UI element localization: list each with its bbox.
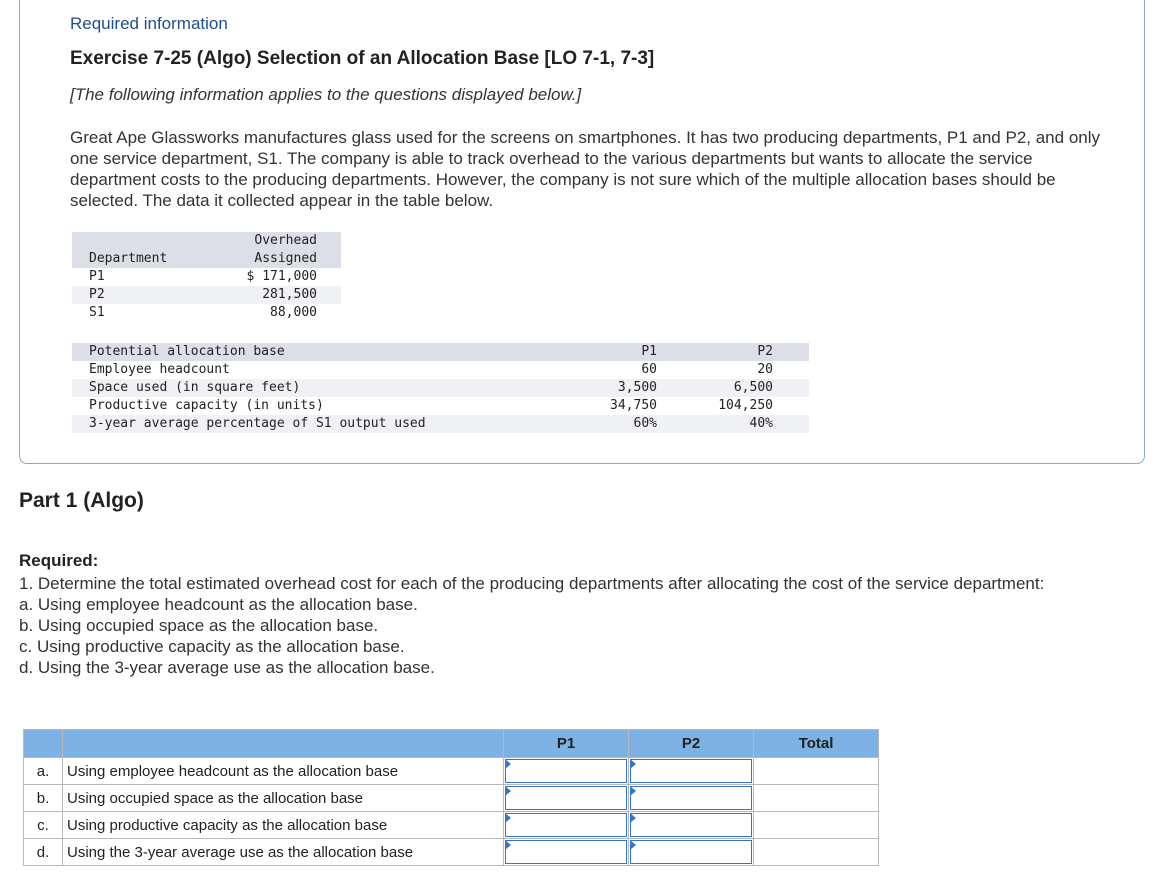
input-marker-icon xyxy=(630,813,636,823)
applies-note: [The following information applies to the questions displayed below.] xyxy=(70,85,582,104)
overhead-header-line1: Overhead xyxy=(254,233,317,248)
overhead-table xyxy=(72,232,341,322)
required-label: Required: xyxy=(19,551,99,570)
answer-row xyxy=(24,812,879,839)
answer-row xyxy=(24,758,879,785)
intro-paragraph: Great Ape Glassworks manufactures glass used for the screens on smartphones. It has two producing departments, P1 and P2, and only one service department, S1. The company is able to track overhead to the various departments but wants to allocate the service department costs to the producing departments. However, the company is not sure which of the multiple allocation bases should be selected. The data it collected appear in the table below. xyxy=(70,128,1101,210)
p2-input-c[interactable] xyxy=(630,813,752,837)
p1-input-b[interactable] xyxy=(505,786,627,810)
allocation-base-header: Potential allocation base xyxy=(89,344,285,359)
exercise-title: Exercise 7-25 (Algo) Selection of an Allocation Base [LO 7-1, 7-3] xyxy=(70,48,655,69)
total-cell-c xyxy=(754,812,879,839)
answer-row xyxy=(24,839,879,866)
overhead-header-row-2 xyxy=(72,250,341,268)
allocation-base-label: Space used (in square feet) xyxy=(89,380,301,395)
answer-p2-cell xyxy=(629,785,754,812)
overhead-header-row-1 xyxy=(72,232,341,250)
allocation-row xyxy=(72,379,809,397)
allocation-base-label: 3-year average percentage of S1 output used xyxy=(89,416,426,431)
p1-input-d[interactable] xyxy=(505,840,627,864)
p2-input-a[interactable] xyxy=(630,759,752,783)
total-cell-b xyxy=(754,785,879,812)
answer-p1-cell xyxy=(504,812,629,839)
answer-letter: a. xyxy=(24,758,63,785)
department-header: Department xyxy=(89,251,168,266)
answer-p2-cell xyxy=(629,812,754,839)
allocation-header-row xyxy=(72,343,809,361)
required-line: c. Using productive capacity as the allocation base. xyxy=(19,637,405,656)
allocation-p1-header: P1 xyxy=(641,344,657,359)
input-marker-icon xyxy=(505,813,511,823)
answer-label: Using the 3-year average use as the allocation base xyxy=(63,839,504,866)
allocation-p2-value: 104,250 xyxy=(718,398,773,413)
required-text xyxy=(19,573,1119,678)
answer-p1-cell xyxy=(504,758,629,785)
input-marker-icon xyxy=(505,759,511,769)
overhead-dept: P1 xyxy=(89,269,105,284)
answer-table xyxy=(23,729,879,866)
allocation-p1-value: 60% xyxy=(633,416,657,431)
total-cell-a xyxy=(754,758,879,785)
answer-p2-cell xyxy=(629,758,754,785)
allocation-base-table xyxy=(72,343,809,433)
p2-input-b[interactable] xyxy=(630,786,752,810)
allocation-p2-value: 6,500 xyxy=(733,380,773,395)
input-marker-icon xyxy=(630,786,636,796)
allocation-row xyxy=(72,415,809,433)
answer-letter: c. xyxy=(24,812,63,839)
overhead-value: 88,000 xyxy=(270,305,317,320)
allocation-p1-value: 34,750 xyxy=(610,398,657,413)
answer-header-blank xyxy=(63,730,504,758)
allocation-p2-value: 20 xyxy=(757,362,773,377)
overhead-value: $ 171,000 xyxy=(246,269,317,284)
input-marker-icon xyxy=(630,759,636,769)
answer-header-p1: P1 xyxy=(504,730,629,758)
overhead-header-line2: Assigned xyxy=(254,251,317,266)
allocation-row xyxy=(72,361,809,379)
p1-input-c[interactable] xyxy=(505,813,627,837)
answer-p1-cell xyxy=(504,839,629,866)
required-information-heading: Required information xyxy=(70,14,228,33)
total-cell-d xyxy=(754,839,879,866)
required-line: b. Using occupied space as the allocation base. xyxy=(19,616,379,635)
answer-header-total: Total xyxy=(754,730,879,758)
overhead-dept: S1 xyxy=(89,305,105,320)
allocation-p2-value: 40% xyxy=(749,416,773,431)
overhead-value: 281,500 xyxy=(262,287,317,302)
allocation-base-label: Employee headcount xyxy=(89,362,230,377)
answer-letter: b. xyxy=(24,785,63,812)
allocation-p1-value: 3,500 xyxy=(617,380,657,395)
overhead-dept: P2 xyxy=(89,287,105,302)
answer-p1-cell xyxy=(504,785,629,812)
answer-header-p2: P2 xyxy=(629,730,754,758)
answer-letter: d. xyxy=(24,839,63,866)
answer-label: Using employee headcount as the allocation base xyxy=(63,758,504,785)
required-line: 1. Determine the total estimated overhead cost for each of the producing departments after allocating the cost of the service department: xyxy=(19,574,1045,593)
p1-input-a[interactable] xyxy=(505,759,627,783)
overhead-row xyxy=(72,304,341,322)
overhead-row xyxy=(72,286,341,304)
input-marker-icon xyxy=(505,840,511,850)
answer-row xyxy=(24,785,879,812)
allocation-p1-value: 60 xyxy=(641,362,657,377)
input-marker-icon xyxy=(505,786,511,796)
required-line: a. Using employee headcount as the allocation base. xyxy=(19,595,418,614)
answer-label: Using productive capacity as the allocation base xyxy=(63,812,504,839)
p2-input-d[interactable] xyxy=(630,840,752,864)
required-line: d. Using the 3-year average use as the allocation base. xyxy=(19,658,435,677)
input-marker-icon xyxy=(630,840,636,850)
part-title: Part 1 (Algo) xyxy=(19,489,144,512)
answer-p2-cell xyxy=(629,839,754,866)
allocation-base-label: Productive capacity (in units) xyxy=(89,398,324,413)
allocation-p2-header: P2 xyxy=(757,344,773,359)
overhead-row xyxy=(72,268,341,286)
answer-header-blank xyxy=(24,730,63,758)
answer-label: Using occupied space as the allocation base xyxy=(63,785,504,812)
allocation-row xyxy=(72,397,809,415)
answer-header-row xyxy=(24,730,879,758)
